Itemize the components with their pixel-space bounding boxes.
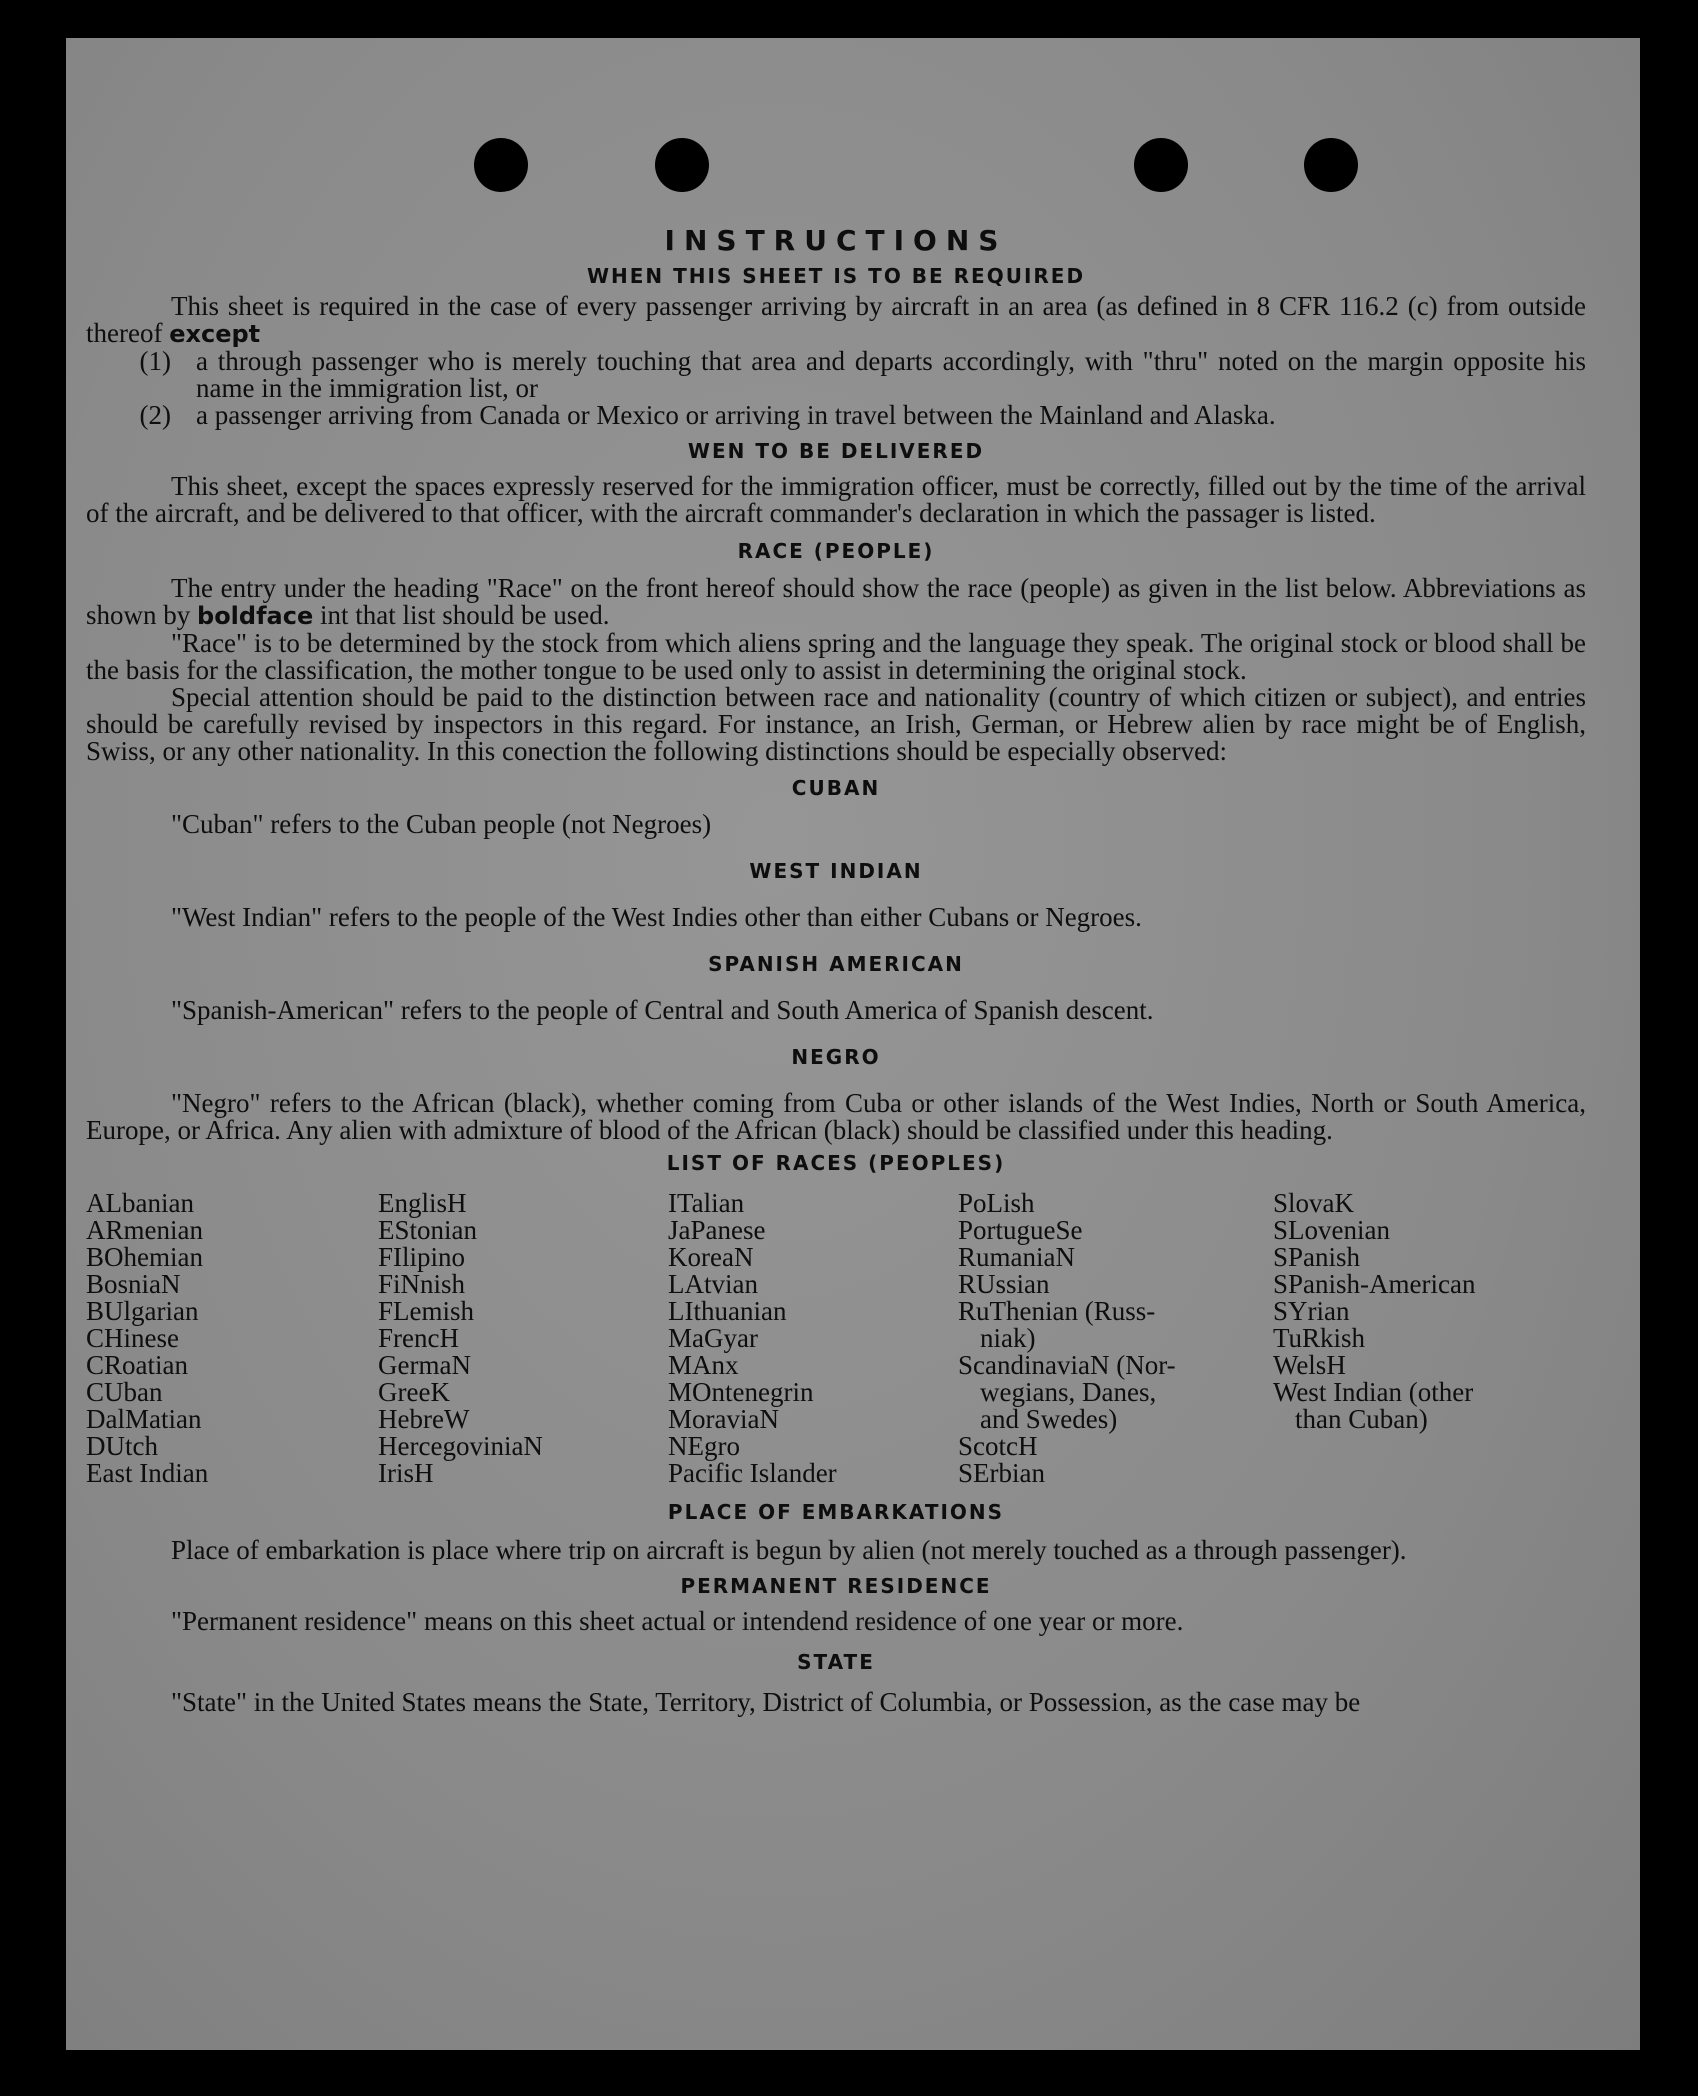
- punch-hole: [655, 138, 709, 192]
- negro-text: "Negro" refers to the African (black), whether coming from Cuba or other islands of the West Indies, North or South America, Europe, or Africa. Any alien with admixture of blood of the African (black) should be classified under this heading.: [86, 1088, 1586, 1145]
- race-entry: ITalian: [668, 1188, 745, 1218]
- state-text: "State" in the United States means the State, Territory, District of Columbia, or Possession, as the case may be: [171, 1687, 1361, 1717]
- race-entry: SPanish-American: [1273, 1269, 1476, 1299]
- except-bold: except: [169, 320, 261, 348]
- section-heading-when-required: WHEN THIS SHEET IS TO BE REQUIRED: [586, 264, 1086, 288]
- race-entry: GermaN: [378, 1350, 471, 1380]
- race-entry: HercegoviniaN: [378, 1431, 543, 1461]
- race-entry: RUssian: [958, 1269, 1050, 1299]
- race-entry: ALbanian: [86, 1188, 194, 1218]
- race-entry: and Swedes): [980, 1404, 1118, 1434]
- section-heading-spanish-american: SPANISH AMERICAN: [708, 952, 964, 976]
- race-entry: MaGyar: [668, 1323, 758, 1353]
- race-entry: HebreW: [378, 1404, 470, 1434]
- race-entry: FiNnish: [378, 1269, 466, 1299]
- race-entry: ScandinaviaN (Nor-: [958, 1350, 1176, 1380]
- race-entry: niak): [980, 1323, 1036, 1353]
- race-entry: WelsH: [1273, 1350, 1346, 1380]
- race-entry: RumaniaN: [958, 1242, 1075, 1272]
- cuban-text: "Cuban" refers to the Cuban people (not Negroes): [171, 809, 712, 839]
- race-paragraph-1: The entry under the heading "Race" on the front hereof should show the race (people) as given in the list below. Abbreviations as shown by boldface int that list should be used.: [86, 573, 1586, 630]
- races-column-3: [668, 1190, 958, 1487]
- race-entry: FLemish: [378, 1296, 475, 1326]
- punch-hole: [1304, 138, 1358, 192]
- race-entry: DalMatian: [86, 1404, 202, 1434]
- punch-hole: [1134, 138, 1188, 192]
- document-page: [66, 38, 1640, 2050]
- race-entry: RuThenian (Russ-: [958, 1296, 1156, 1326]
- race-entry: than Cuban): [1295, 1404, 1428, 1434]
- exception-item-2: (2) a passenger arriving from Canada or Mexico or arriving in travel between the Mainland and Alaska.: [139, 400, 1276, 430]
- races-column-1: [86, 1190, 378, 1487]
- races-column-4: [958, 1190, 1273, 1487]
- section-heading-delivered: WEN TO BE DELIVERED: [687, 439, 985, 463]
- section-heading-west-indian: WEST INDIAN: [749, 859, 923, 883]
- west-indian-text: "West Indian" refers to the people of the West Indies other than either Cubans or Negroes.: [171, 902, 1142, 932]
- race-entry: EnglisH: [378, 1188, 467, 1218]
- race-entry: SErbian: [958, 1458, 1045, 1488]
- race-entry: East Indian: [86, 1458, 209, 1488]
- delivered-text: This sheet, except the spaces expressly reserved for the immigration officer, must be correctly, filled out by the time of the arrival of the aircraft, and be delivered to that officer, with the aircraft commander's declaration in which the passager is listed.: [86, 471, 1586, 528]
- race-entry: wegians, Danes,: [980, 1377, 1157, 1407]
- section-heading-embarkation: PLACE OF EMBARKATIONS: [667, 1500, 1005, 1524]
- race-entry: MoraviaN: [668, 1404, 779, 1434]
- race-entry: MAnx: [668, 1350, 739, 1380]
- races-list: [86, 1190, 1586, 1487]
- race-entry: LIthuanian: [668, 1296, 787, 1326]
- races-column-2: [378, 1190, 668, 1487]
- race-entry: BUlgarian: [86, 1296, 199, 1326]
- race-entry: PortugueSe: [958, 1215, 1083, 1245]
- section-heading-negro: NEGRO: [791, 1045, 881, 1069]
- race-entry: TuRkish: [1273, 1323, 1366, 1353]
- race-entry: GreeK: [378, 1377, 450, 1407]
- race-entry: JaPanese: [668, 1215, 766, 1245]
- section-heading-cuban: CUBAN: [791, 776, 881, 800]
- boldface-bold: boldface: [197, 602, 314, 630]
- race-entry: SYrian: [1273, 1296, 1350, 1326]
- race-paragraph-2: "Race" is to be determined by the stock from which aliens spring and the language they speak. The original stock or blood shall be the basis for the classification, the mother tongue to be used only to assist in determining the original stock.: [86, 628, 1586, 685]
- race-entry: PoLish: [958, 1188, 1035, 1218]
- embarkation-text: Place of embarkation is place where trip on aircraft is begun by alien (not merely touched as a through passenger).: [171, 1535, 1407, 1565]
- race-paragraph-3: Special attention should be paid to the distinction between race and nationality (country of which citizen or subject), and entries should be carefully revised by inspectors in this regard. For instance, an Irish, German, or Hebrew alien by race might be of English, Swiss, or any other nationality. In this conection the following distinctions should be especially observed:: [86, 682, 1586, 766]
- race-entry: LAtvian: [668, 1269, 758, 1299]
- race-entry: EStonian: [378, 1215, 477, 1245]
- punch-hole: [474, 138, 528, 192]
- race-entry: DUtch: [86, 1431, 158, 1461]
- race-entry: BosniaN: [86, 1269, 181, 1299]
- race-entry: KoreaN: [668, 1242, 754, 1272]
- race-entry: ScotcH: [958, 1431, 1038, 1461]
- race-entry: West Indian (other: [1273, 1377, 1474, 1407]
- race-entry: SlovaK: [1273, 1188, 1354, 1218]
- race-entry: MOntenegrin: [668, 1377, 814, 1407]
- race-entry: SLovenian: [1273, 1215, 1390, 1245]
- race-entry: SPanish: [1273, 1242, 1361, 1272]
- race-entry: NEgro: [668, 1431, 740, 1461]
- required-intro: This sheet is required in the case of every passenger arriving by aircraft in an area (as defined in 8 CFR 116.2 (c) from outside thereof except: [86, 291, 1586, 348]
- races-column-5: [1273, 1190, 1573, 1487]
- exception-item-1: (1) a through passenger who is merely touching that area and departs accordingly, with "thru" noted on the margin opposite his name in the immigration list, or: [139, 346, 1586, 403]
- race-entry: IrisH: [378, 1458, 434, 1488]
- race-entry: BOhemian: [86, 1242, 203, 1272]
- race-entry: FrencH: [378, 1323, 459, 1353]
- section-heading-list-of-races: LIST OF RACES (PEOPLES): [666, 1151, 1006, 1175]
- race-entry: FIlipino: [378, 1242, 466, 1272]
- spanish-american-text: "Spanish-American" refers to the people of Central and South America of Spanish descent.: [171, 995, 1154, 1025]
- residence-text: "Permanent residence" means on this sheet actual or intendend residence of one year or more.: [171, 1606, 1184, 1636]
- instructions-content: [86, 223, 1586, 1716]
- race-entry: CUban: [86, 1377, 163, 1407]
- page-title: INSTRUCTIONS: [664, 224, 1008, 257]
- section-heading-race: RACE (PEOPLE): [737, 539, 935, 563]
- section-heading-state: STATE: [797, 1650, 875, 1674]
- race-entry: ARmenian: [86, 1215, 203, 1245]
- race-entry: CRoatian: [86, 1350, 188, 1380]
- race-entry: Pacific Islander: [668, 1458, 837, 1488]
- race-entry: CHinese: [86, 1323, 179, 1353]
- section-heading-residence: PERMANENT RESIDENCE: [680, 1574, 992, 1598]
